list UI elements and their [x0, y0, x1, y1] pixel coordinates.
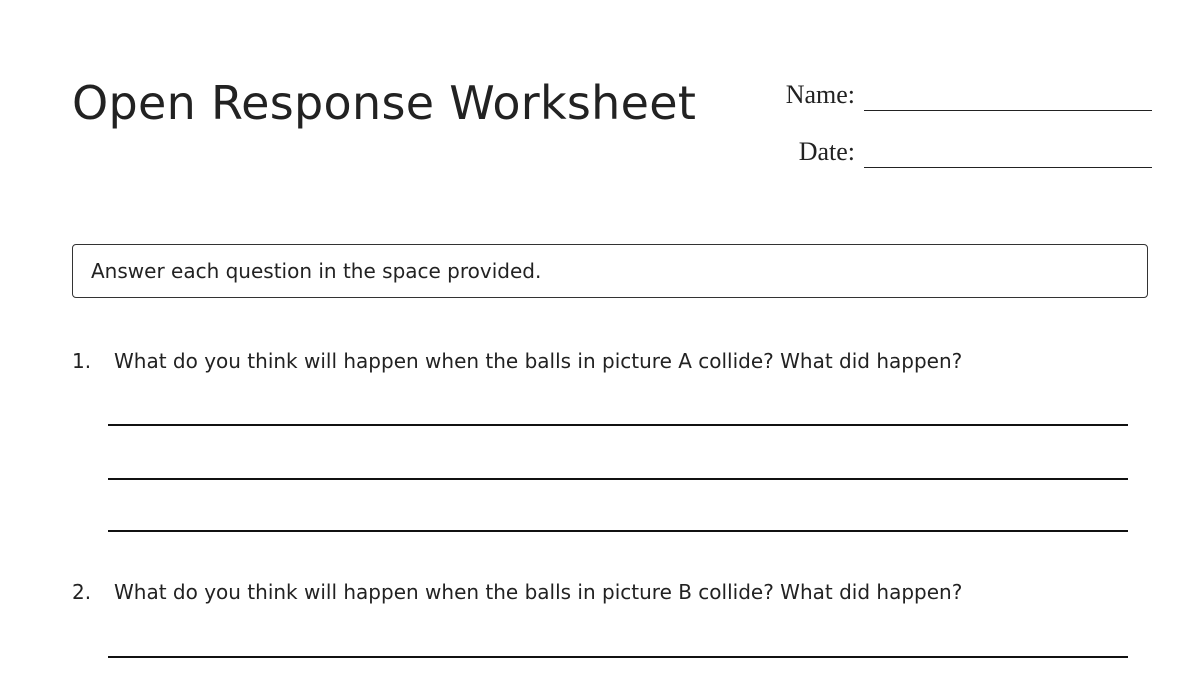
question-1-prompt [72, 346, 1152, 376]
instructions-text: Answer each question in the space provided. [91, 259, 542, 283]
question-2-text: What do you think will happen when the balls in picture B collide? What did happen? [114, 580, 963, 604]
name-label: Name: [785, 80, 855, 109]
question-2-prompt [72, 577, 1152, 607]
question-2 [72, 577, 1152, 607]
question-1 [72, 346, 1152, 376]
question-1-answer-line-1[interactable] [108, 424, 1128, 426]
question-1-answer-line-3[interactable] [108, 530, 1128, 532]
date-label: Date: [798, 137, 855, 166]
name-field [786, 78, 1152, 112]
instructions-box [72, 244, 1148, 298]
question-1-answer-line-2[interactable] [108, 478, 1128, 480]
worksheet-title: Open Response Worksheet [72, 76, 697, 130]
question-1-number: 1. [72, 349, 92, 373]
date-blank-line[interactable] [864, 167, 1152, 168]
question-1-text: What do you think will happen when the balls in picture A collide? What did happen? [114, 349, 963, 373]
date-field [799, 135, 1152, 169]
name-blank-line[interactable] [864, 110, 1152, 111]
question-2-number: 2. [72, 580, 92, 604]
question-2-answer-line-1[interactable] [108, 656, 1128, 658]
